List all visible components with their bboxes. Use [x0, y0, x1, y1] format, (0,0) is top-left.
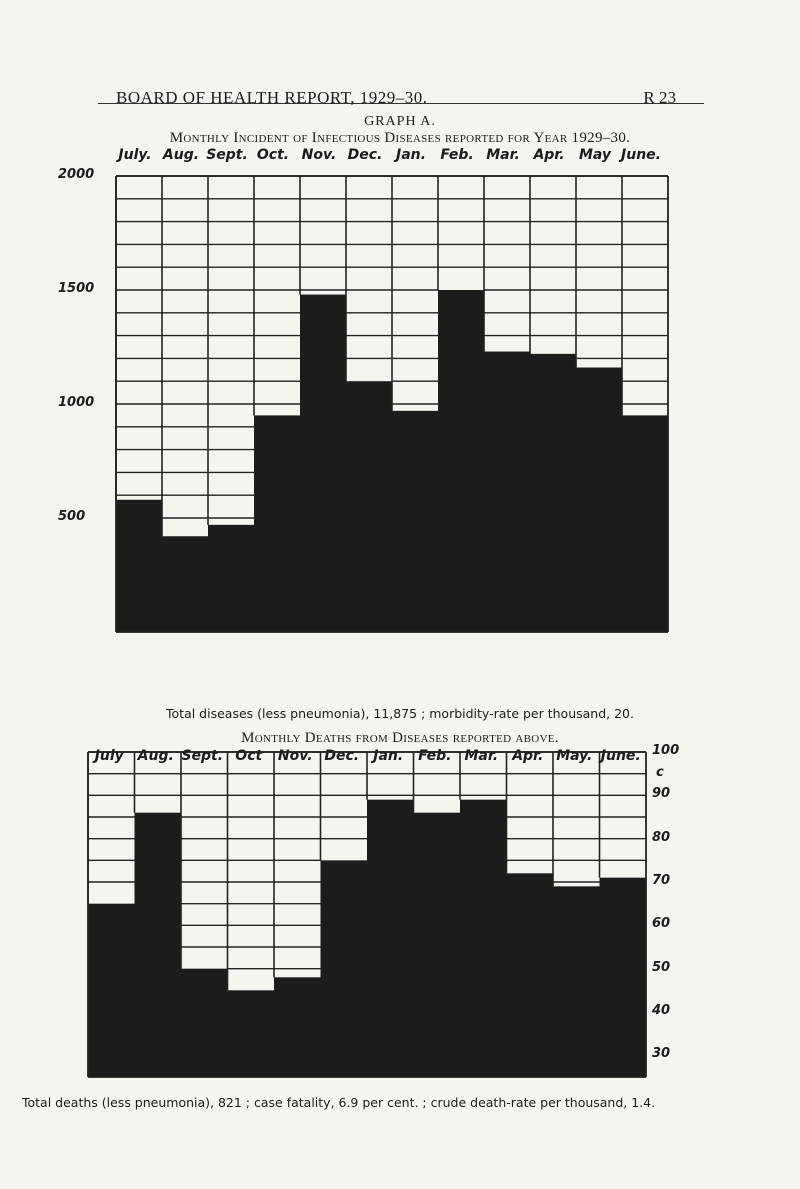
chart1-month-label: May — [578, 147, 612, 163]
chart1-month-label: Sept. — [206, 147, 248, 163]
chart2-bar-5 — [274, 977, 321, 1077]
chart1-bar-4 — [254, 415, 300, 632]
chart2-caption: Total deaths (less pneumonia), 821 ; case fatality, 6.9 per cent. ; crude death-rate per thousand, 1.4. — [22, 1095, 656, 1110]
chart2-month-label: Feb. — [418, 748, 452, 764]
chart1-bar-8 — [438, 290, 484, 632]
chart1-bar-3 — [208, 525, 254, 632]
graph-label: GRAPH A. — [364, 114, 436, 129]
chart2-month-label: Nov. — [277, 748, 313, 764]
chart1-bar-1 — [116, 500, 162, 632]
chart1-bar-6 — [346, 381, 392, 632]
chart2-bar-2 — [135, 813, 182, 1077]
chart1-month-label: Nov. — [301, 147, 337, 163]
chart1-ytick-label: 1500 — [58, 281, 95, 296]
chart2-bar-11 — [553, 886, 600, 1077]
chart1-ytick-label: 2000 — [58, 167, 95, 182]
chart2-ytick-label: 80 — [652, 829, 671, 845]
chart2-month-label: May. — [556, 748, 593, 764]
page-number: R 23 — [643, 88, 676, 107]
chart2-bar-9 — [460, 800, 507, 1077]
chart1-month-label: Feb. — [440, 147, 474, 163]
chart2-month-label: Jan. — [373, 748, 404, 764]
chart2-month-label: Aug. — [137, 748, 174, 764]
chart2-bar-3 — [181, 969, 228, 1077]
chart2-axis-mark: c — [656, 764, 664, 780]
chart1-bar-9 — [484, 352, 530, 632]
chart2-month-label: Mar. — [464, 748, 499, 764]
report-title: BOARD OF HEALTH REPORT, 1929–30. — [116, 88, 428, 107]
chart1-bar-7 — [392, 411, 438, 632]
chart2-month-label: July — [94, 748, 124, 764]
chart2-bar-1 — [88, 904, 135, 1077]
chart1-month-label: July. — [118, 147, 152, 163]
chart2-bar-8 — [414, 813, 461, 1077]
chart1-caption: Total diseases (less pneumonia), 11,875 ; morbidity-rate per thousand, 20. — [166, 706, 634, 721]
chart1-month-label: June. — [621, 147, 661, 163]
chart1-bar-2 — [162, 536, 208, 632]
chart1-month-label: Aug. — [162, 147, 200, 163]
chart1-bar-12 — [622, 415, 668, 632]
chart1-bar-10 — [530, 354, 576, 632]
chart1-bar-5 — [300, 295, 346, 632]
chart2-ytick-label: 90 — [652, 786, 671, 802]
chart2-bar-4 — [228, 990, 275, 1077]
chart2-month-label: Oct — [235, 748, 263, 764]
chart1-month-label: Jan. — [396, 147, 426, 163]
chart2-bar-10 — [507, 873, 554, 1077]
chart2-ytick-label: 50 — [652, 959, 671, 975]
chart2-title: Monthly Deaths from Diseases reported above. — [241, 730, 559, 746]
chart2-ytick-label: 40 — [652, 1003, 671, 1018]
chart1-month-label: Dec. — [347, 147, 383, 163]
chart2-ytick-label: 60 — [652, 916, 671, 932]
chart2-ytick-label: 100 — [652, 743, 680, 758]
chart2-bar-12 — [600, 878, 647, 1077]
chart2-ytick-label: 70 — [652, 873, 671, 888]
chart1-bar-11 — [576, 368, 622, 632]
chart1-month-label: Apr. — [533, 147, 565, 163]
chart2-month-label: Sept. — [181, 748, 224, 764]
chart1-ytick-label: 1000 — [58, 395, 95, 410]
chart1-month-label: Mar. — [486, 147, 520, 163]
chart2-month-label: Apr. — [512, 748, 544, 764]
chart2-bar-7 — [367, 800, 414, 1077]
chart1-month-label: Oct. — [256, 147, 290, 163]
chart2-month-label: June. — [600, 748, 641, 764]
chart2-month-label: Dec. — [324, 748, 360, 764]
chart1-title: Monthly Incident of Infectious Diseases reported for Year 1929–30. — [169, 130, 631, 146]
chart2-bar-6 — [321, 860, 368, 1077]
chart1-ytick-label: 500 — [58, 509, 86, 524]
chart2-ytick-label: 30 — [652, 1046, 671, 1062]
